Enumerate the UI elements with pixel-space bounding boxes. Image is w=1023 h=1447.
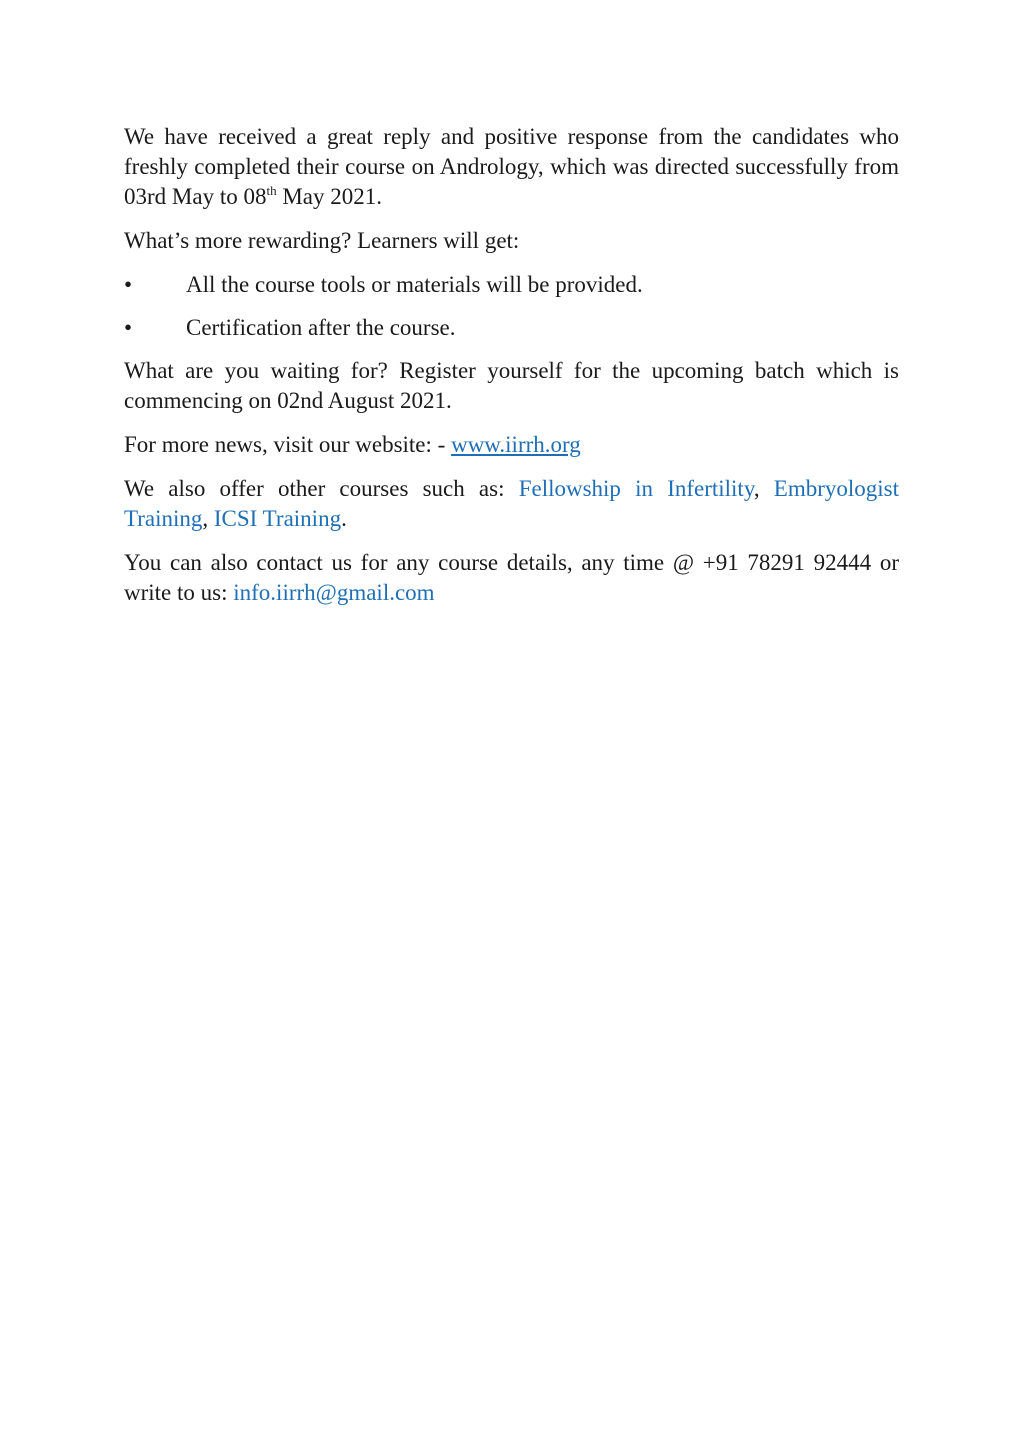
bullet-item: [124, 270, 899, 300]
bullet-label: All the course tools or materials will be provided.: [186, 272, 643, 297]
rewards-heading: What’s more rewarding? Learners will get:: [124, 228, 520, 253]
bullet-icon: •: [124, 272, 133, 297]
icsi-link[interactable]: ICSI Training: [213, 506, 342, 531]
document-page: [124, 122, 899, 622]
contact-paragraph: [124, 548, 899, 608]
register-paragraph: What are you waiting for? Register yourself for the upcoming batch which is commencing on 02nd August 2021.: [124, 358, 899, 413]
courses-suffix: .: [341, 506, 347, 531]
email-link[interactable]: info.iirrh@gmail.com: [233, 580, 435, 605]
intro-text-end: May 2021.: [276, 184, 383, 209]
courses-paragraph: [124, 474, 899, 534]
bullet-icon: •: [124, 315, 133, 340]
news-text: For more news, visit our website: -: [124, 432, 452, 457]
fellowship-link[interactable]: Fellowship in Infertility: [518, 476, 754, 501]
website-link[interactable]: www.iirrh.org: [451, 432, 581, 457]
courses-text: We also offer other courses such as:: [124, 476, 519, 501]
intro-superscript: th: [266, 183, 277, 198]
courses-separator: ,: [753, 476, 774, 501]
courses-separator: ,: [202, 506, 214, 531]
bullet-item: [124, 313, 899, 343]
contact-text: You can also contact us for any course details, any time @ +91 78291 92444 or write to us:: [124, 550, 899, 605]
bullet-label: Certification after the course.: [186, 315, 456, 340]
intro-text: We have received a great reply and positive response from the candidates who freshly completed their course on Andrology, which was directed successfully from 03rd May to 08: [124, 124, 899, 209]
news-paragraph: [124, 430, 899, 460]
intro-paragraph: [124, 122, 899, 212]
embryologist-link[interactable]: Embryologist Training: [124, 476, 900, 531]
